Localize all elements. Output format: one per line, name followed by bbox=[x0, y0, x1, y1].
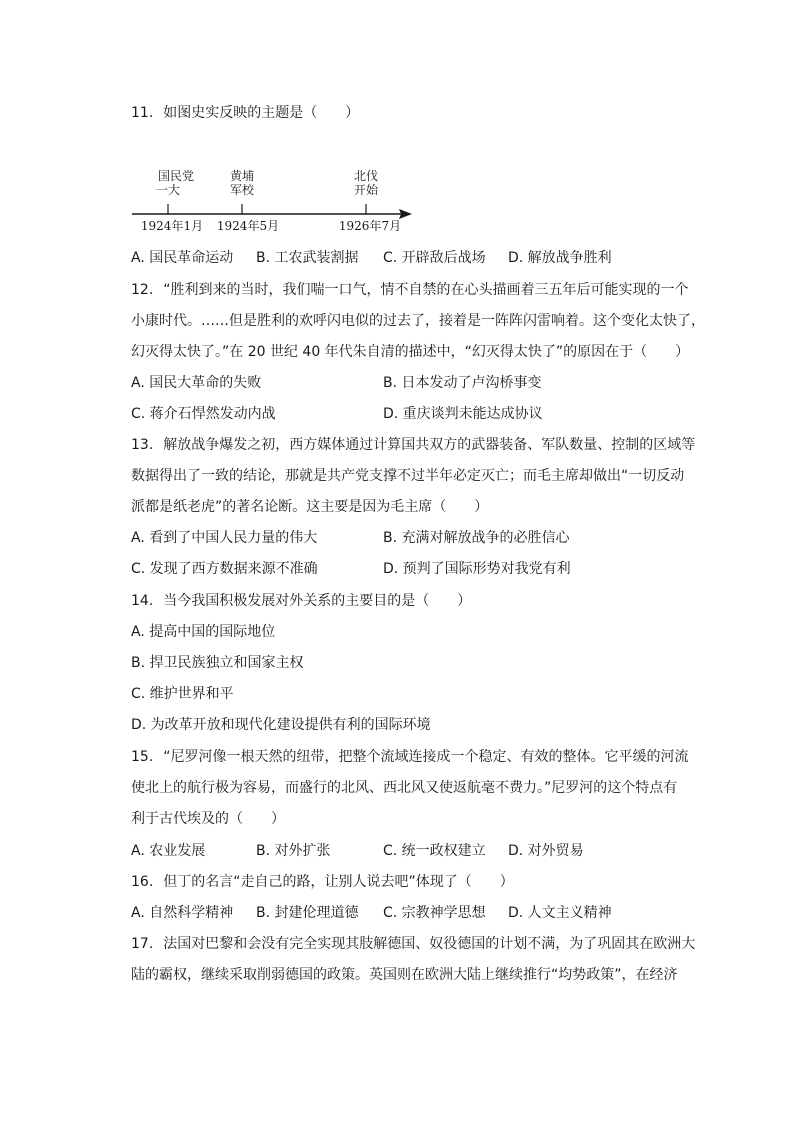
q12-number: 12. bbox=[131, 282, 154, 298]
q12-line-3: 幻灭得太快了。”在 20 世纪 40 年代朱自清的描述中，“幻灭得太快了”的原因在于（ ） bbox=[131, 344, 690, 360]
q13-option-c[interactable]: C. 发现了西方数据来源不准确 bbox=[131, 561, 318, 577]
event-1-date: 1924年1月 bbox=[140, 219, 204, 233]
q12-line-2: 小康时代。……但是胜利的欢呼闪电似的过去了，接着是一阵阵闪雷响着。这个变化太快了， bbox=[131, 313, 705, 329]
q16-stem bbox=[131, 873, 514, 891]
q13-line-1 bbox=[131, 436, 695, 454]
q14-option-b[interactable]: B. 捍卫民族独立和国家主权 bbox=[131, 655, 304, 671]
q12-option-b[interactable]: B. 日本发动了卢沟桥事变 bbox=[383, 375, 542, 391]
q11-number: 11. bbox=[131, 105, 154, 121]
q14-stem bbox=[131, 592, 471, 610]
event-2-line1: 黄埔 bbox=[229, 169, 255, 183]
q13-number: 13. bbox=[131, 437, 154, 453]
q15-option-d[interactable]: D. 对外贸易 bbox=[508, 843, 584, 859]
event-1-line1: 国民党 bbox=[157, 169, 195, 183]
q12-option-d[interactable]: D. 重庆谈判未能达成协议 bbox=[383, 406, 543, 422]
event-1-line2: 一大 bbox=[155, 183, 181, 197]
q15-line-3: 利于古代埃及的（ ） bbox=[131, 811, 285, 827]
q15-option-b[interactable]: B. 对外扩张 bbox=[256, 843, 331, 859]
q11-stem bbox=[131, 104, 359, 122]
event-2-date: 1924年5月 bbox=[216, 219, 280, 233]
q13-text-1: 解放战争爆发之初，西方媒体通过计算国共双方的武器装备、军队数量、控制的区域等 bbox=[163, 437, 696, 453]
q15-option-a[interactable]: A. 农业发展 bbox=[131, 843, 206, 859]
q11-option-a[interactable]: A. 国民革命运动 bbox=[131, 250, 234, 266]
q11-timeline bbox=[130, 168, 420, 238]
q17-line-1 bbox=[131, 935, 695, 953]
q12-option-a[interactable]: A. 国民大革命的失败 bbox=[131, 375, 262, 391]
event-3-line1: 北伐 bbox=[353, 169, 379, 183]
q13-line-2: 数据得出了一致的结论，那就是共产党支撑不过半年必定灭亡；而毛主席却做出“一切反动 bbox=[131, 468, 685, 484]
q17-number: 17. bbox=[131, 936, 154, 952]
q16-option-c[interactable]: C. 宗教神学思想 bbox=[383, 905, 486, 921]
q16-stem-text: 但丁的名言“走自己的路，让别人说去吧”体现了（ ） bbox=[163, 874, 514, 890]
q11-option-c[interactable]: C. 开辟敌后战场 bbox=[383, 250, 486, 266]
q15-line-2: 使北上的航行极为容易，而盛行的北风、西北风又使返航毫不费力。”尼罗河的这个特点有 bbox=[131, 780, 678, 796]
event-3-line2: 开始 bbox=[353, 183, 379, 197]
q12-line-1 bbox=[131, 281, 689, 299]
q14-option-d[interactable]: D. 为改革开放和现代化建设提供有利的国际环境 bbox=[131, 717, 431, 733]
q14-number: 14. bbox=[131, 593, 154, 609]
q11-option-b[interactable]: B. 工农武装割据 bbox=[256, 250, 359, 266]
q13-option-a[interactable]: A. 看到了中国人民力量的伟大 bbox=[131, 530, 318, 546]
q16-option-b[interactable]: B. 封建伦理道德 bbox=[256, 905, 359, 921]
q15-number: 15. bbox=[131, 749, 154, 765]
q11-option-d[interactable]: D. 解放战争胜利 bbox=[508, 250, 612, 266]
q14-stem-text: 当今我国积极发展对外关系的主要目的是（ ） bbox=[163, 593, 472, 609]
q13-option-d[interactable]: D. 预判了国际形势对我党有利 bbox=[383, 561, 571, 577]
q17-text-1: 法国对巴黎和会没有完全实现其肢解德国、奴役德国的计划不满，为了巩固其在欧洲大 bbox=[163, 936, 696, 952]
q12-text-1: “胜利到来的当时，我们喘一口气，情不自禁的在心头描画着三五年后可能实现的一个 bbox=[163, 282, 689, 298]
q13-line-3: 派都是纸老虎”的著名论断。这主要是因为毛主席（ ） bbox=[131, 499, 489, 515]
q11-stem-text: 如图史实反映的主题是（ ） bbox=[163, 105, 360, 121]
q15-line-1 bbox=[131, 748, 689, 766]
q14-option-a[interactable]: A. 提高中国的国际地位 bbox=[131, 624, 276, 640]
q15-option-c[interactable]: C. 统一政权建立 bbox=[383, 843, 486, 859]
q16-number: 16. bbox=[131, 874, 154, 890]
q16-option-d[interactable]: D. 人文主义精神 bbox=[508, 905, 612, 921]
timeline-figure bbox=[130, 168, 420, 238]
q14-option-c[interactable]: C. 维护世界和平 bbox=[131, 686, 234, 702]
q13-option-b[interactable]: B. 充满对解放战争的必胜信心 bbox=[383, 530, 570, 546]
event-2-line2: 军校 bbox=[229, 183, 255, 197]
q12-option-c[interactable]: C. 蒋介石悍然发动内战 bbox=[131, 406, 276, 422]
q16-option-a[interactable]: A. 自然科学精神 bbox=[131, 905, 234, 921]
q15-text-1: “尼罗河像一根天然的纽带，把整个流域连接成一个稳定、有效的整体。它平缓的河流 bbox=[163, 749, 689, 765]
q17-line-2: 陆的霸权，继续采取削弱德国的政策。英国则在欧洲大陆上继续推行“均势政策”，在经济 bbox=[131, 967, 678, 983]
event-3-date: 1926年7月 bbox=[338, 219, 402, 233]
